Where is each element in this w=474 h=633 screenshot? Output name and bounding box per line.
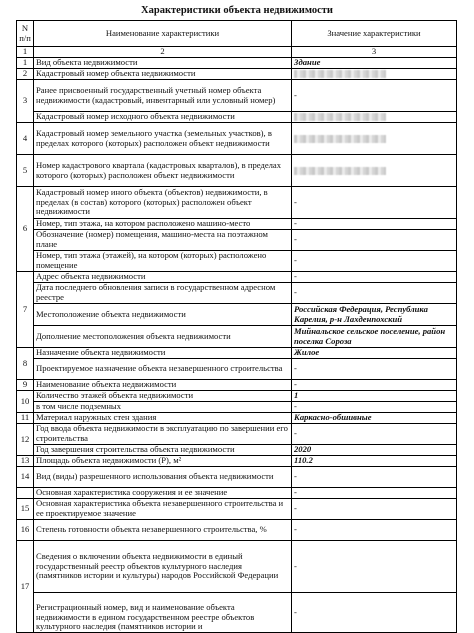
row-number: [17, 488, 34, 499]
row-label: Вид объекта недвижимости: [34, 58, 292, 69]
table-row: [17, 424, 457, 445]
row-label: Степень готовности объекта незавершенного строительства, %: [34, 520, 292, 541]
row-number: 1: [17, 58, 34, 69]
row-number: 10: [17, 391, 34, 413]
row-number: 3: [17, 80, 34, 123]
row-number: 5: [17, 155, 34, 187]
row-label: Номер, тип этажа, на котором расположено машино-место: [34, 219, 292, 230]
row-number: 13: [17, 456, 34, 467]
table-row: [17, 123, 457, 155]
table-row: [17, 272, 457, 283]
redacted-value: [294, 167, 386, 175]
document-title: Характеристики объекта недвижимости: [141, 5, 333, 16]
row-label: Кадастровый номер исходного объекта недвижимости: [34, 112, 292, 123]
row-label: Наименование объекта недвижимости: [34, 380, 292, 391]
row-label: Проектируемое назначение объекта незавершенного строительства: [34, 359, 292, 380]
table-row: [17, 69, 457, 80]
redacted-value: [294, 113, 386, 121]
row-value: 110.2: [292, 456, 457, 467]
table-row: [17, 593, 457, 633]
row-label: Местоположение объекта недвижимости: [34, 304, 292, 326]
row-value: -: [292, 251, 457, 272]
row-label: Кадастровый номер объекта недвижимости: [34, 69, 292, 80]
table-row: [17, 187, 457, 219]
row-value-redacted: [292, 112, 457, 123]
row-value: -: [292, 520, 457, 541]
row-value: -: [292, 380, 457, 391]
table-row: [17, 499, 457, 520]
row-value: -: [292, 467, 457, 488]
row-label: Сведения о включении объекта недвижимости в единый государственный реестр объектов культурного наследия (памятников истории и культуры) народов Российской Федерации: [34, 541, 292, 593]
row-label: Материал наружных стен здания: [34, 413, 292, 424]
table-row: [17, 541, 457, 593]
row-number: 9: [17, 380, 34, 391]
row-label: Дополнение местоположения объекта недвижимости: [34, 326, 292, 348]
row-label: Кадастровый номер иного объекта (объектов) недвижимости, в пределах (в состав) которого (которых) расположен объект недвижимости: [34, 187, 292, 219]
table-row: [17, 58, 457, 69]
row-label: Кадастровый номер земельного участка (земельных участков), в пределах которого (которых) расположен объект недвижимости: [34, 123, 292, 155]
table-row: [17, 112, 457, 123]
row-label: в том числе подземных: [34, 402, 292, 413]
row-value: -: [292, 283, 457, 304]
row-value: -: [292, 488, 457, 499]
table-row: [17, 251, 457, 272]
row-value: -: [292, 219, 457, 230]
row-label: Ранее присвоенный государственный учетный номер объекта недвижимости (кадастровый, инвентарный или условный номер): [34, 80, 292, 112]
row-number: 16: [17, 520, 34, 541]
row-number: 11: [17, 413, 34, 424]
row-number: 4: [17, 123, 34, 155]
row-value: -: [292, 541, 457, 593]
row-label: Площадь объекта недвижимости (P), м²: [34, 456, 292, 467]
row-label: Основная характеристика объекта незавершенного строительства и ее проектируемое значение: [34, 499, 292, 520]
row-label: Обозначение (номер) помещения, машино-места на поэтажном плане: [34, 230, 292, 251]
table-row: [17, 155, 457, 187]
row-label: Количество этажей объекта недвижимости: [34, 391, 292, 402]
table-row: [17, 413, 457, 424]
table-row: [17, 456, 457, 467]
row-value: Мийнальское сельское поселение, район поселка Сороза: [292, 326, 457, 348]
table-row: [17, 391, 457, 402]
row-value: -: [292, 402, 457, 413]
row-label: Год ввода объекта недвижимости в эксплуатацию по завершении его строительства: [34, 424, 292, 445]
row-label: Адрес объекта недвижимости: [34, 272, 292, 283]
table-row: [17, 402, 457, 413]
row-value: Российская Федерация, Республика Карелия, р-н Лахденпохский: [292, 304, 457, 326]
header-name: Наименование характеристики: [34, 21, 292, 47]
row-number: 2: [17, 69, 34, 80]
row-value: -: [292, 424, 457, 445]
table-row: [17, 467, 457, 488]
table-row: [17, 488, 457, 499]
table-row: [17, 445, 457, 456]
row-label: Год завершения строительства объекта недвижимости: [34, 445, 292, 456]
column-number: 1: [17, 47, 34, 58]
table-row: [17, 520, 457, 541]
column-number: 2: [34, 47, 292, 58]
table-row: [17, 359, 457, 380]
header-num: N п/п: [17, 21, 34, 47]
row-number: 7: [17, 272, 34, 348]
row-value-redacted: [292, 123, 457, 155]
table-row: [17, 380, 457, 391]
row-value: -: [292, 187, 457, 219]
row-value: Каркасно-обшивные: [292, 413, 457, 424]
row-number: 12: [17, 424, 34, 456]
row-value: Жилое: [292, 348, 457, 359]
row-number: 17: [17, 541, 34, 633]
row-value: 1: [292, 391, 457, 402]
row-label: Дата последнего обновления записи в государственном адресном реестре: [34, 283, 292, 304]
row-label: Основная характеристика сооружения и ее значение: [34, 488, 292, 499]
table-header-row: [17, 21, 457, 47]
row-number: 14: [17, 467, 34, 488]
header-value: Значение характеристики: [292, 21, 457, 47]
row-number: 6: [17, 187, 34, 272]
row-value: -: [292, 230, 457, 251]
table-row: [17, 348, 457, 359]
table-row: [17, 80, 457, 112]
column-number-row: [17, 47, 457, 58]
row-value: -: [292, 359, 457, 380]
column-number: 3: [292, 47, 457, 58]
row-value: -: [292, 272, 457, 283]
row-value: -: [292, 80, 457, 112]
row-label: Вид (виды) разрешенного использования объекта недвижимости: [34, 467, 292, 488]
row-value: Здание: [292, 58, 457, 69]
table-row: [17, 283, 457, 304]
row-label: Назначение объекта недвижимости: [34, 348, 292, 359]
row-number: 15: [17, 499, 34, 520]
table-row: [17, 219, 457, 230]
row-value: -: [292, 499, 457, 520]
redacted-value: [294, 70, 386, 78]
row-value-redacted: [292, 155, 457, 187]
row-label: Номер кадастрового квартала (кадастровых кварталов), в пределах которого (которых) расположен объект недвижимости: [34, 155, 292, 187]
table-row: [17, 326, 457, 348]
row-value-redacted: [292, 69, 457, 80]
characteristics-table: [16, 20, 457, 633]
row-value: -: [292, 593, 457, 633]
row-value: 2020: [292, 445, 457, 456]
row-label: Номер, тип этажа (этажей), на котором (которых) расположено помещение: [34, 251, 292, 272]
row-number: 8: [17, 348, 34, 380]
table-row: [17, 304, 457, 326]
redacted-value: [294, 135, 386, 143]
row-label: Регистрационный номер, вид и наименование объекта недвижимости в едином государственном реестре объектов культурного наследия (памятников истории и: [34, 593, 292, 633]
table-row: [17, 230, 457, 251]
